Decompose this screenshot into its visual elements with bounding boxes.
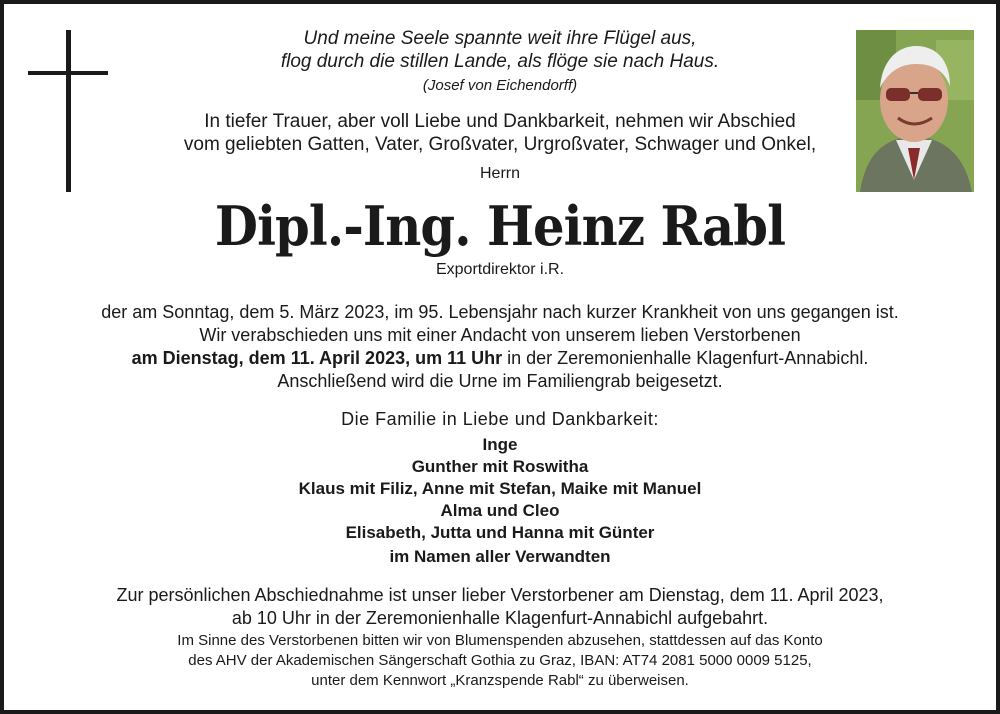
viewing-line-2: ab 10 Uhr in der Zeremonienhalle Klagenfurt-Annabichl aufgebahrt. (231, 608, 769, 628)
family-relatives: im Namen aller Verwandten (389, 547, 611, 566)
poem-line-2: flog durch die stillen Lande, als flöge sie nach Haus. (280, 51, 720, 72)
burial-line: Anschließend wird die Urne im Familiengrab beigesetzt. (277, 371, 723, 391)
family-member: Klaus mit Filiz, Anne mit Stefan, Maike mit Manuel (298, 479, 702, 498)
farewell-intro: Wir verabschieden uns mit einer Andacht von unserem lieben Verstorbenen (199, 325, 801, 345)
family-member: Alma und Cleo (440, 501, 560, 520)
donation-line-1: Im Sinne des Verstorbenen bitten wir von Blumenspenden abzusehen, stattdessen auf das Konto (177, 632, 823, 649)
deceased-name: Dipl.-Ing. Heinz Rabl (214, 194, 786, 258)
ceremony-line (4, 348, 996, 369)
poem-author: (Josef von Eichendorff) (422, 77, 578, 94)
viewing-line-1: Zur persönlichen Abschiednahme ist unser lieber Verstorbener am Dienstag, dem 11. April 2023, (116, 585, 884, 605)
family-member: Inge (482, 435, 518, 454)
deceased-title: Exportdirektor i.R. (435, 261, 565, 278)
donation-line-3: unter dem Kennwort „Kranzspende Rabl“ zu überweisen. (311, 672, 689, 689)
ceremony-date: am Dienstag, dem 11. April 2023, um 11 Uhr (131, 348, 503, 368)
ceremony-location: in der Zeremonienhalle Klagenfurt-Annabichl. (502, 348, 869, 368)
intro-line-2: vom geliebten Gatten, Vater, Großvater, Urgroßvater, Schwager und Onkel, (183, 134, 817, 155)
intro-line-1: In tiefer Trauer, aber voll Liebe und Dankbarkeit, nehmen wir Abschied (204, 111, 796, 132)
death-notice: der am Sonntag, dem 5. März 2023, im 95. Lebensjahr nach kurzer Krankheit von uns gegangen ist. (101, 302, 899, 322)
family-member: Elisabeth, Jutta und Hanna mit Günter (345, 523, 655, 542)
family-heading: Die Familie in Liebe und Dankbarkeit: (341, 409, 659, 429)
salutation: Herrn (479, 165, 520, 182)
family-member: Gunther mit Roswitha (411, 457, 589, 476)
poem-line-1: Und meine Seele spannte weit ihre Flügel aus, (303, 28, 697, 49)
donation-line-2: des AHV der Akademischen Sängerschaft Gothia zu Graz, IBAN: AT74 2081 5000 0009 5125, (188, 652, 812, 669)
